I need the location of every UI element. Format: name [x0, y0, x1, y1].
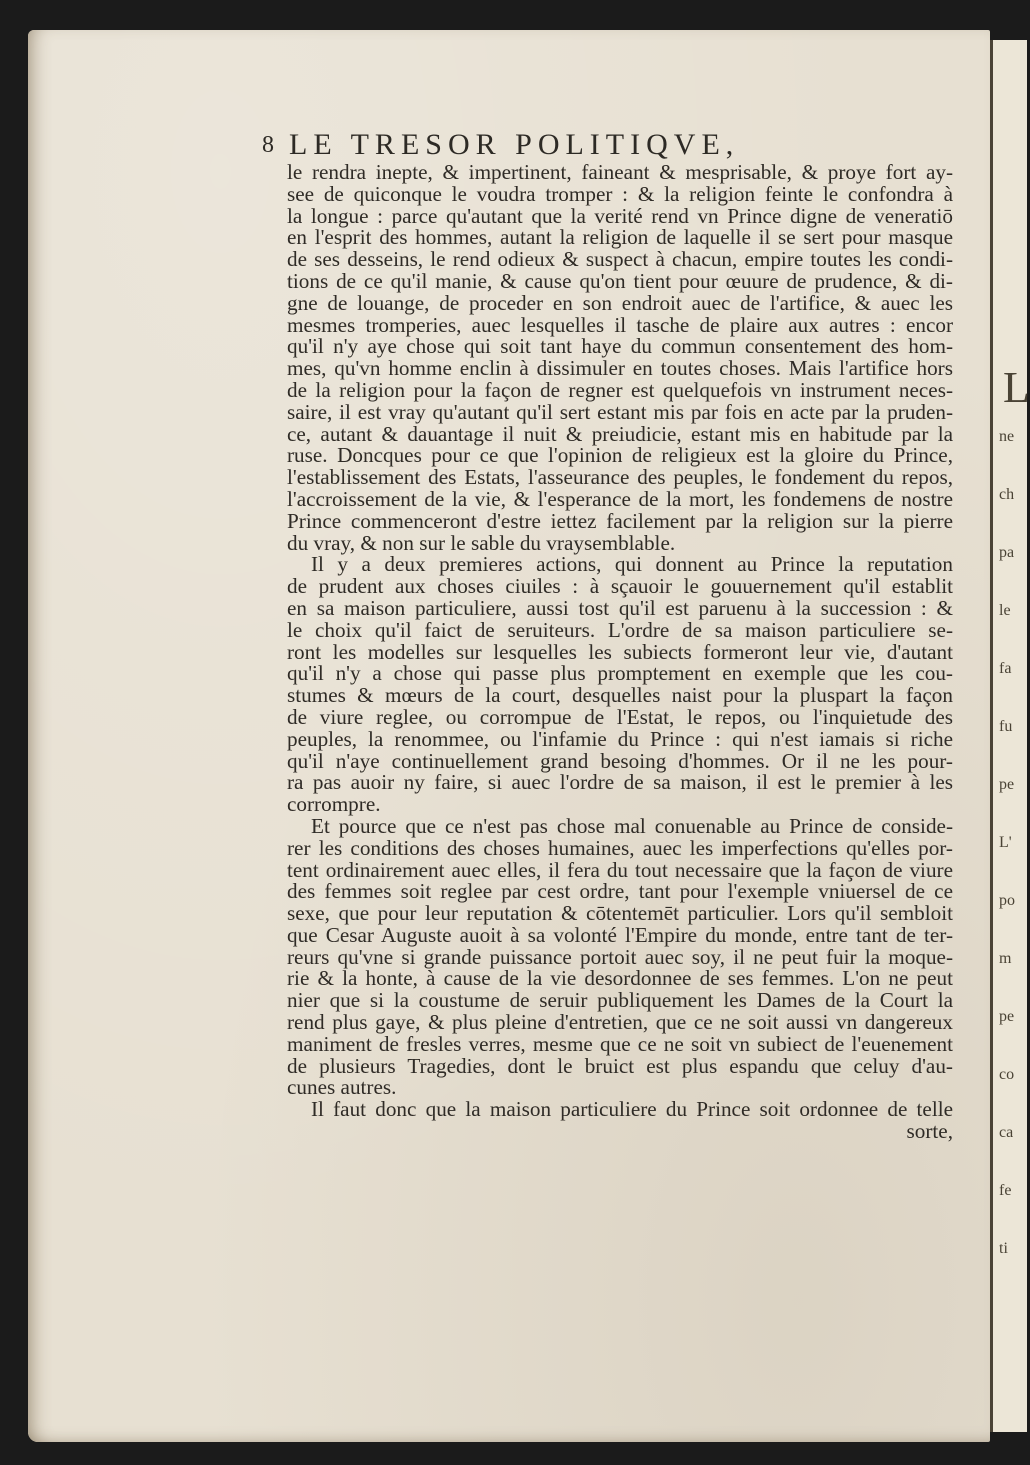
text-line: qu'il n'aye continuellement grand besoing d'hommes. Or il ne les pour-: [287, 748, 953, 773]
running-title: LE TRESOR POLITIQVE,: [289, 128, 740, 161]
text-line: l'accroissement de la vie, & l'esperance de la mort, les fondemens de nostre: [287, 486, 953, 511]
text-line: peuples, la renommee, ou l'infamie du Prince : qui n'est iamais si riche: [287, 726, 953, 751]
text-line: Et pource que ce n'est pas chose mal conuenable au Prince de conside-: [311, 813, 953, 838]
adjacent-page-fragment: fa: [999, 660, 1012, 677]
text-line: de ses desseins, le rend odieux & suspect à chacun, empire toutes les condi-: [287, 247, 953, 272]
text-line: des femmes soit reglee par cest ordre, tant pour l'exemple vniuersel de ce: [287, 879, 953, 904]
text-line: tions de ce qu'il manie, & cause qu'on tient pour œuure de prudence, & di-: [287, 268, 953, 293]
adjacent-page-fragment: m: [999, 950, 1012, 967]
text-line: du vray, & non sur le sable du vraysemblable.: [287, 530, 676, 555]
text-line: le rendra inepte, & impertinent, faineant & mesprisable, & proye fort ay-: [287, 160, 953, 184]
text-line: see de quiconque le voudra tromper : & la religion feinte le confondra à: [287, 181, 953, 206]
text-line: nier que si la coustume de seruir publiquement les Dames de la Court la: [287, 988, 953, 1013]
text-line: rend plus gaye, & plus pleine d'entretien, que ce ne soit aussi vn dangereux: [287, 1010, 953, 1035]
text-line: cunes autres.: [287, 1075, 397, 1100]
adjacent-page-edge: [990, 40, 1030, 1432]
text-line: de la religion pour la façon de regner est quelquefois vn instrument neces-: [287, 377, 953, 402]
adjacent-page-fragment: fu: [999, 718, 1013, 735]
adjacent-page-fragment: L': [999, 834, 1012, 851]
text-line: la longue : parce qu'autant que la verité rend vn Prince digne de veneratiō: [287, 203, 953, 228]
adjacent-page-fragment: fe: [999, 1182, 1012, 1199]
text-line: maniment de fresles verres, mesme que ce ne soit vn subiect de l'euenement: [287, 1031, 953, 1056]
text-line: l'establissement des Estats, l'asseurance des peuples, le fondement du repos,: [287, 465, 953, 490]
adjacent-page-fragment: pe: [999, 776, 1015, 793]
text-line: reurs qu'vne si grande puissance portoit auec soy, il ne peut fuir la moque-: [287, 944, 953, 969]
text-line: sorte,: [906, 1119, 953, 1144]
adjacent-page-fragment: pa: [999, 544, 1015, 561]
adjacent-page-fragment: po: [999, 892, 1015, 909]
text-line: rer les conditions des choses humaines, auec les imperfections qu'elles por-: [287, 835, 953, 860]
text-line: Il y a deux premieres actions, qui donnent au Prince la reputation: [311, 552, 953, 577]
text-line: stumes & mœurs de la court, desquelles naist pour la pluspart la façon: [287, 683, 953, 708]
text-line: sexe, que pour leur reputation & cōtentemēt particulier. Lors qu'il sembloit: [287, 901, 953, 926]
text-line: saire, il est vray qu'autant qu'il sert estant mis par fois en acte par la pruden-: [287, 399, 953, 424]
text-line: de viure reglee, ou corrompue de l'Estat, le repos, ou l'inquietude des: [287, 704, 953, 729]
adjacent-page-fragment: le: [999, 602, 1011, 619]
text-line: de plusieurs Tragedies, dont le bruict est plus espandu que celuy d'au-: [287, 1053, 953, 1078]
text-line: ruse. Doncques pour ce que l'opinion de religieux est la gloire du Prince,: [287, 443, 953, 468]
text-line: qu'il n'y aye chose qui soit tant haye du commun consentement des hom-: [287, 334, 953, 359]
text-line: ront les modelles sur lesquelles les subiects formeront leur vie, d'autant: [287, 639, 953, 664]
text-line: tent ordinairement auec elles, il fera du tout necessaire que la façon de viure: [287, 857, 953, 882]
adjacent-page-fragment: ch: [999, 486, 1015, 503]
text-line: de prudent aux choses ciuiles : à sçauoir le gouuernement qu'il establit: [287, 574, 953, 599]
adjacent-page-fragment: pe: [999, 1008, 1015, 1025]
text-line: gne de louange, de proceder en son endroit auec de l'artifice, & auec les: [287, 290, 953, 315]
text-line: en l'esprit des hommes, autant la religion de laquelle il se sert pour masque: [287, 225, 953, 250]
text-line: mesmes tromperies, auec lesquelles il tasche de plaire aux autres : encor: [287, 312, 953, 337]
adjacent-page-fragment: L: [1003, 363, 1030, 412]
page-body-text: [287, 162, 953, 1143]
adjacent-page-fragment: ca: [999, 1124, 1014, 1141]
adjacent-page-fragment: co: [999, 1066, 1015, 1083]
text-line: mes, qu'vn homme enclin à dissimuler en toutes choses. Mais l'artifice hors: [287, 356, 953, 381]
adjacent-page-fragment: ne: [999, 428, 1015, 445]
text-line: ce, autant & dauantage il nuit & preiudicie, estant mis en habitude par la: [287, 421, 953, 446]
text-line: le choix qu'il faict de seruiteurs. L'ordre de sa maison particuliere se-: [287, 617, 953, 642]
adjacent-page-fragment: ti: [999, 1240, 1008, 1257]
text-line: Prince commenceront d'estre iettez facilement par la religion sur la pierre: [287, 508, 953, 533]
text-line: rie & la honte, à cause de la vie desordonnee de ses femmes. L'on ne peut: [287, 966, 953, 991]
page-number: 8: [262, 132, 274, 158]
text-line: qu'il n'y a chose qui passe plus promptement en exemple que les cou-: [287, 661, 953, 686]
text-line: en sa maison particuliere, aussi tost qu'il est paruenu à la succession : &: [287, 595, 953, 620]
text-line: Il faut donc que la maison particuliere du Prince soit ordonnee de telle: [311, 1097, 953, 1122]
text-line: ra pas auoir ny faire, si auec l'ordre de sa maison, il est le premier à les: [287, 770, 953, 795]
text-line: que Cesar Auguste auoit à sa volonté l'Empire du monde, entre tant de ter-: [287, 922, 953, 947]
text-line: corrompre.: [287, 792, 381, 817]
